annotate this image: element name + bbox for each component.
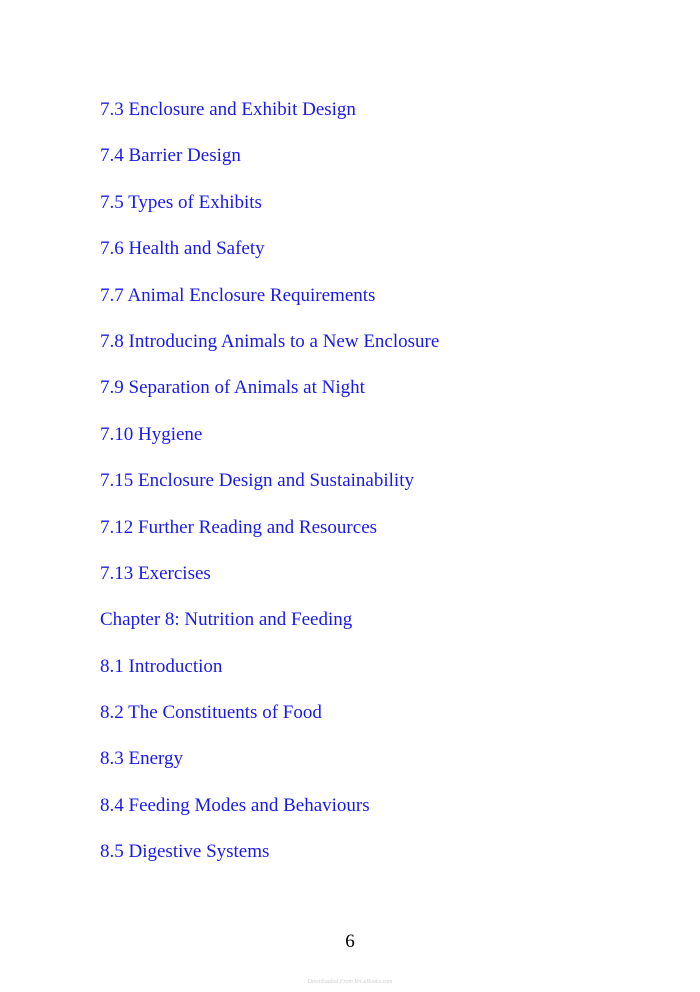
footer-watermark: Downloaded From Vet-eBooks.com bbox=[307, 979, 393, 985]
page-number: 6 bbox=[345, 931, 355, 952]
toc-link[interactable]: 7.3 Enclosure and Exhibit Design bbox=[100, 99, 356, 120]
toc-link[interactable]: 7.10 Hygiene bbox=[100, 423, 203, 445]
toc-link[interactable]: 7.9 Separation of Animals at Night bbox=[100, 377, 365, 399]
toc-link[interactable]: 8.1 Introduction bbox=[100, 655, 223, 677]
toc-link[interactable]: 8.5 Digestive Systems bbox=[100, 841, 270, 863]
toc-link[interactable]: 7.8 Introducing Animals to a New Enclosure bbox=[100, 330, 440, 352]
toc-link[interactable]: 8.3 Energy bbox=[100, 748, 184, 770]
toc-link[interactable]: 7.13 Exercises bbox=[100, 562, 211, 584]
toc-link[interactable]: 7.5 Types of Exhibits bbox=[100, 191, 262, 213]
toc-link[interactable]: 7.7 Animal Enclosure Requirements bbox=[100, 284, 376, 306]
toc-link[interactable]: 7.4 Barrier Design bbox=[100, 145, 241, 167]
table-of-contents bbox=[100, 97, 439, 886]
toc-link-chapter[interactable]: Chapter 8: Nutrition and Feeding bbox=[100, 609, 353, 631]
toc-link[interactable]: 8.4 Feeding Modes and Behaviours bbox=[100, 794, 370, 816]
toc-link[interactable]: 7.6 Health and Safety bbox=[100, 238, 265, 260]
toc-link[interactable]: 8.2 The Constituents of Food bbox=[100, 702, 322, 724]
toc-link[interactable]: 7.12 Further Reading and Resources bbox=[100, 516, 378, 538]
toc-link[interactable]: 7.15 Enclosure Design and Sustainability bbox=[100, 470, 414, 492]
